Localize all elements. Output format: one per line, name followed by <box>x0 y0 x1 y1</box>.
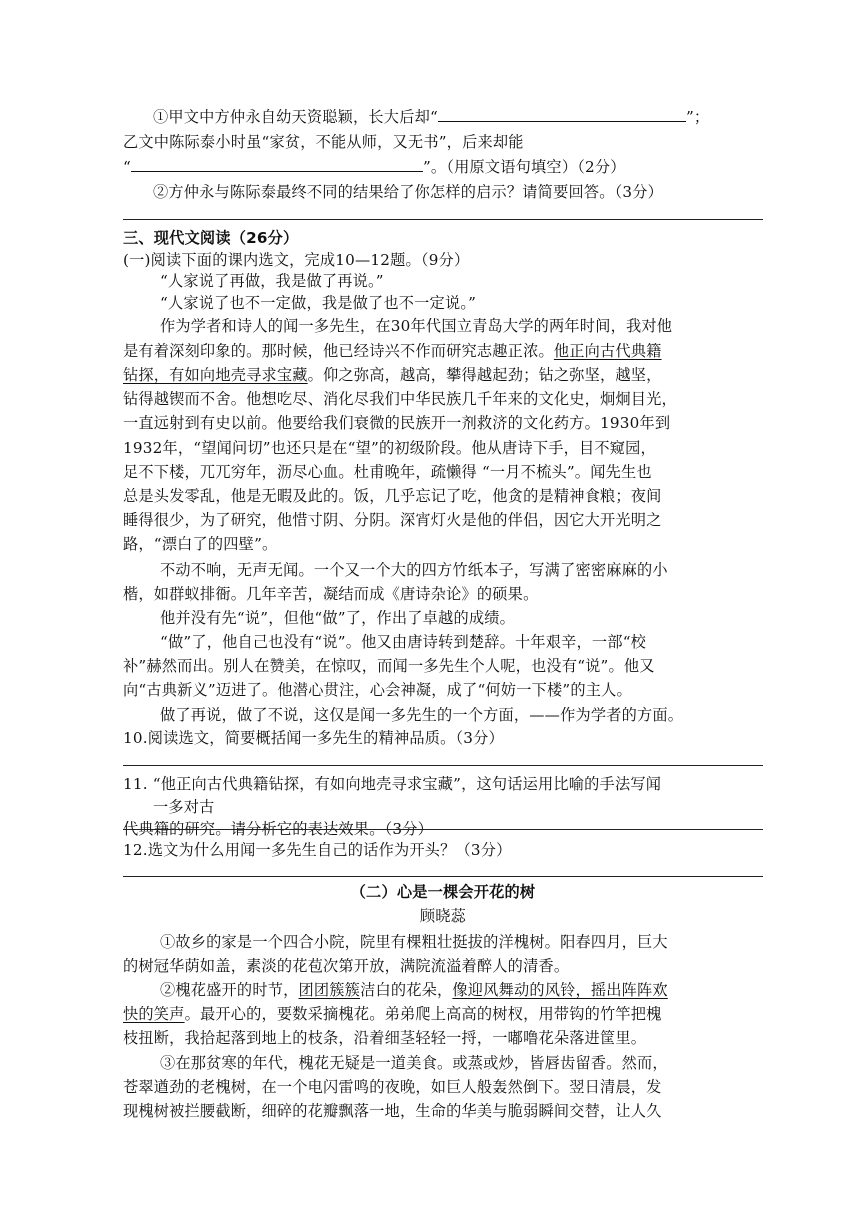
question-12: 12.选文为什么用闻一多先生自己的话作为开头？（3分） <box>123 841 512 859</box>
passage-line: 是有着深刻印象的。那时候，他已经诗兴不作而研究志趣正浓。他正向古代典籍 <box>123 342 662 360</box>
passage-line: 他并没有先“说”，但他“做”了，作出了卓越的成绩。 <box>160 609 515 627</box>
passage-line: 足不下楼，兀兀穷年，沥尽心血。杜甫晚年，疏懒得 “一月不梳头”。闻先生也 <box>123 463 652 481</box>
article-line: 现槐树被拦腰截断，细碎的花瓣飘落一地，生命的华美与脆弱瞬间交替，让人久 <box>123 1102 662 1120</box>
passage-line: 向“古典新义”迈进了。他潜心贯注，心会神凝，成了“何妨一下楼”的主人。 <box>123 681 632 699</box>
article-line: ②槐花盛开的时节，团团簇簇洁白的花朵，像迎风舞动的风铃，摇出阵阵欢 <box>160 981 668 999</box>
passage-line: 做了再说，做了不说，这仅是闻一多先生的一个方面，——作为学者的方面。 <box>160 706 684 724</box>
article-line: 苍翠遒劲的老槐树，在一个电闪雷鸣的夜晚，如巨人般轰然倒下。翌日清晨，发 <box>123 1078 662 1096</box>
passage-line: “人家说了也不一定做，我是做了也不一定说。” <box>160 294 477 312</box>
q9-line-2: 乙文中陈际泰小时虽“家贫，不能从师，又无书”，后来却能 <box>123 133 524 151</box>
passage-line: 总是头发零乱，他是无暇及此的。饭，几乎忘记了吃，他贪的是精神食粮；夜间 <box>123 487 662 505</box>
answer-line[interactable] <box>123 876 763 877</box>
article-line: 快的笑声。最开心的，要数采摘槐花。弟弟爬上高高的树杈，用带钩的竹竿把槐 <box>123 1005 662 1023</box>
underlined-phrase: 快的笑声 <box>123 1005 185 1023</box>
article-line: 的树冠华荫如盖，素淡的花苞次第开放，满院流溢着醉人的清香。 <box>123 957 570 975</box>
question-11: 11. “他正向古代典籍钻探，有如向地壳寻求宝藏”，这句话运用比喻的手法写闻 <box>123 775 662 793</box>
underlined-phrase: 团团簇簇 <box>298 981 361 999</box>
question-10: 10.阅读选文，简要概括闻一多先生的精神品质。（3分） <box>123 729 504 747</box>
q9-line-4: ②方仲永与陈际泰最终不同的结果给了你怎样的启示？请简要回答。（3分） <box>153 183 664 201</box>
part1-intro: (一)阅读下面的课内选文，完成10—12题。（9分） <box>123 251 470 269</box>
q9-line-3: “ ”。（用原文语句填空）（2分） <box>123 158 626 176</box>
article-author: 顾晓蕊 <box>419 907 467 925</box>
passage-line: 作为学者和诗人的闻一多先生，在30年代国立青岛大学的两年时间，我对他 <box>160 317 673 335</box>
passage-line: “人家说了再做，我是做了再说。” <box>160 272 384 290</box>
answer-blank[interactable] <box>131 157 423 172</box>
passage-line: 路，“漂白了的四壁”。 <box>123 535 278 553</box>
section-heading: 三、现代文阅读（26分） <box>123 229 299 247</box>
passage-line: 1932年，“望闻问切”也还只是在“望”的初级阶段。他从唐诗下手，目不窥园， <box>123 439 656 457</box>
passage-line: “做”了，他自己也没有“说”。他又由唐诗转到楚辞。十年艰辛，一部“校 <box>160 633 647 651</box>
article-line: ③在那贫寒的年代，槐花无疑是一道美食。或蒸或炒，皆唇齿留香。然而， <box>160 1054 668 1072</box>
question-11-cont: 一多对古 <box>153 798 215 816</box>
passage-line: 钻探，有如向地壳寻求宝藏。仰之弥高，越高，攀得越起劲；钻之弥坚，越坚， <box>123 366 662 384</box>
answer-line[interactable] <box>123 219 763 220</box>
passage-line: 补”赫然而出。别人在赞美，在惊叹，而闻一多先生个人呢，也没有“说”。他又 <box>123 657 655 675</box>
passage-line: 楷，如群蚁排衙。几年辛苦，凝结而成《唐诗杂论》的硕果。 <box>123 585 539 603</box>
passage-line: 睡得很少，为了研究，他惜寸阴、分阴。深宵灯火是他的伴侣，因它大开光明之 <box>123 511 662 529</box>
underlined-phrase: 像迎风舞动的风铃，摇出阵阵欢 <box>452 981 668 999</box>
passage-line: 一直远射到有史以前。他要给我们衰微的民族开一剂救济的文化药方。1930年到 <box>123 414 671 432</box>
answer-line[interactable] <box>123 829 763 830</box>
answer-line[interactable] <box>123 765 763 766</box>
article-line: ①故乡的家是一个四合小院，院里有棵粗壮挺拔的洋槐树。阳春四月，巨大 <box>160 933 668 951</box>
underlined-sentence: 他正向古代典籍 <box>553 342 662 360</box>
answer-blank[interactable] <box>438 107 686 122</box>
article-line: 枝扭断，我拾起落到地上的枝条，沿着细茎轻轻一捋，一嘟噜花朵落进筐里。 <box>123 1029 647 1047</box>
question-11-cont: 代典籍的研究。请分析它的表达效果。（3分） <box>123 820 434 838</box>
q9-line-1: ①甲文中方仲永自幼天资聪颖，长大后却“ ”； <box>153 108 710 126</box>
article-title: （二）心是一棵会开花的树 <box>350 883 536 901</box>
passage-line: 钻得越锲而不舍。他想吃尽、消化尽我们中华民族几千年来的文化史，炯炯目光， <box>123 390 677 408</box>
underlined-sentence: 钻探，有如向地壳寻求宝藏 <box>123 366 308 384</box>
passage-line: 不动不响，无声无闻。一个又一个大的四方竹纸本子，写满了密密麻麻的小 <box>160 561 668 579</box>
